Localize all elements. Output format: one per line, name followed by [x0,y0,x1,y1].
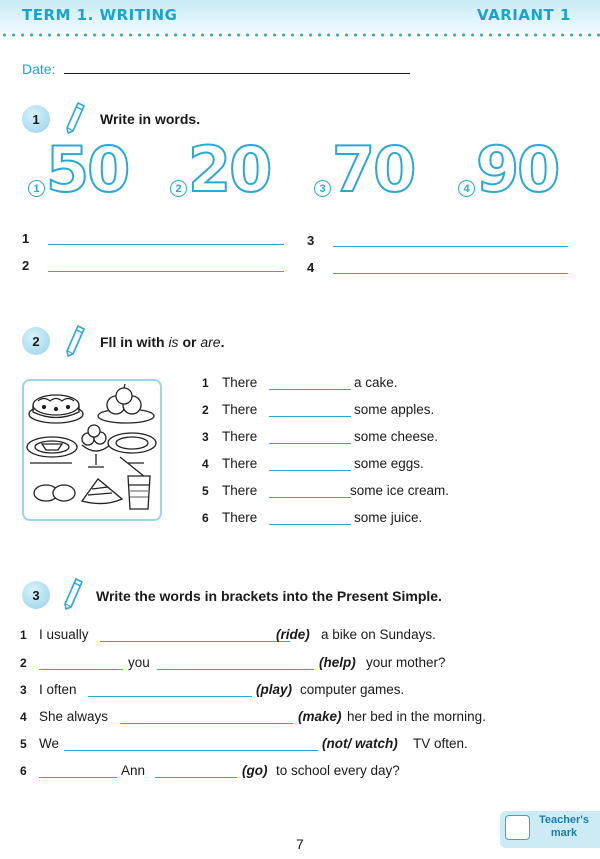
blank-line[interactable] [64,750,318,751]
blank-line[interactable] [269,416,351,417]
answer-line-2[interactable] [48,271,284,272]
number-marker-4: 4 [458,180,475,197]
blank-line[interactable] [155,777,237,778]
number-marker-1: 1 [28,180,45,197]
blank-line[interactable] [88,696,252,697]
blank-line[interactable] [269,389,351,390]
verb-hint: (ride) [276,627,310,642]
blank-line[interactable] [269,470,351,471]
blank-line[interactable] [269,443,351,444]
answer-line-1[interactable] [48,244,284,245]
exercise-row-1: 1 I usually (ride) a bike on Sundays. [20,627,436,642]
blank-line[interactable] [157,669,314,670]
outline-number-20: 20 [188,133,271,206]
blank-line[interactable] [100,641,290,642]
pencil-icon [64,324,86,358]
answer-label-1: 1 [22,231,30,246]
date-input-line[interactable] [64,73,410,74]
blank-line[interactable] [39,669,123,670]
term-title: TERM 1. WRITING [22,6,178,24]
task-3-title: Write the words in brackets into the Present Simple. [96,588,442,604]
blank-line[interactable] [39,777,117,778]
exercise-row-2: 2 you (help) your mother? [20,655,446,670]
answer-label-3: 3 [307,233,315,248]
outline-number-70: 70 [332,133,415,206]
teacher-mark-box[interactable] [505,815,530,840]
verb-hint: (go) [242,763,268,778]
exercise-row-4: 4 She always (make) her bed in the morning. [20,709,486,724]
outline-number-90: 90 [476,133,559,206]
page-number: 7 [296,836,304,852]
pencil-icon [62,577,84,611]
task-1-badge: 1 [22,105,50,133]
answer-label-2: 2 [22,258,30,273]
pencil-icon [64,101,86,135]
food-picture [22,379,162,521]
number-marker-3: 3 [314,180,331,197]
verb-hint: (make) [298,709,342,724]
teacher-mark-label: Teacher's mark [538,814,590,839]
exercise-row-3: 3 I often (play) computer games. [20,682,405,697]
word-is: is [168,334,179,350]
answer-line-4[interactable] [333,273,568,274]
verb-hint: (help) [319,655,356,670]
dotted-divider [0,33,600,37]
variant-title: VARIANT 1 [477,6,571,24]
date-label: Date: [22,61,56,77]
outline-number-50: 50 [46,133,129,206]
number-marker-2: 2 [170,180,187,197]
exercise-row-6: 6 Ann (go) to school every day? [20,763,400,778]
answer-line-3[interactable] [333,246,568,247]
exercise-row-5: 5 We (not/ watch) TV often. [20,736,468,751]
task-1-title: Write in words. [100,111,201,127]
verb-hint: (not/ watch) [322,736,398,751]
task-3-badge: 3 [22,581,50,609]
word-are: are [200,334,221,350]
task-2-title: Fll in with is or are. [100,334,225,350]
blank-line[interactable] [269,524,351,525]
answer-label-4: 4 [307,260,315,275]
task-2-badge: 2 [22,327,50,355]
blank-line[interactable] [120,723,293,724]
verb-hint: (play) [256,682,293,697]
blank-line[interactable] [269,497,351,498]
